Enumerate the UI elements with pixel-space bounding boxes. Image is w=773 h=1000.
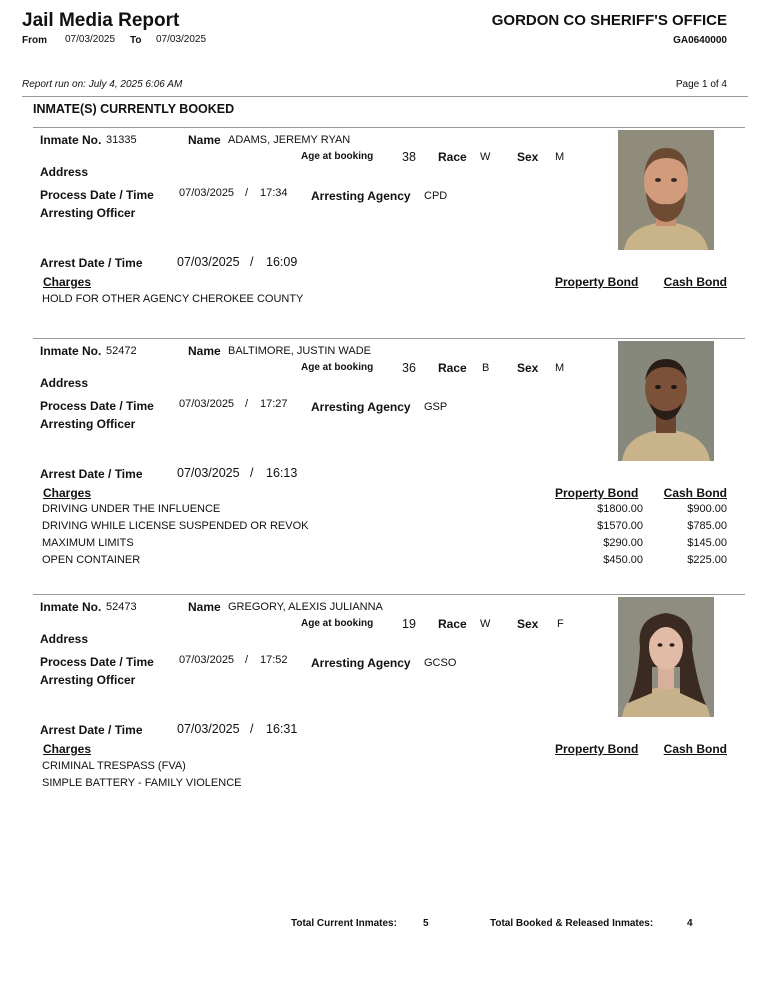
charge-cash-bond: $785.00	[687, 520, 727, 532]
process-time-value: 17:34	[260, 187, 288, 199]
arrest-date-label: Arrest Date / Time	[40, 467, 143, 481]
total-current-value: 5	[423, 918, 429, 929]
name-value: ADAMS, JEREMY RYAN	[228, 134, 351, 146]
arrest-date-label: Arrest Date / Time	[40, 723, 143, 737]
race-value: W	[480, 618, 491, 630]
charges-header: Charges	[43, 742, 92, 756]
race-label: Race	[438, 150, 467, 164]
booking-photo	[618, 597, 714, 717]
address-label: Address	[40, 632, 89, 646]
officer-label: Arresting Officer	[40, 206, 136, 220]
officer-label: Arresting Officer	[40, 673, 136, 687]
race-label: Race	[438, 361, 467, 375]
race-value: W	[480, 151, 491, 163]
sex-label: Sex	[517, 617, 539, 631]
address-label: Address	[40, 376, 89, 390]
inmate-no-value: 31335	[106, 134, 137, 146]
arrest-date-value: 07/03/2025	[177, 255, 240, 269]
charge-description: MAXIMUM LIMITS	[42, 537, 134, 549]
report-run-on: Report run on: July 4, 2025 6:06 AM	[22, 79, 183, 90]
charge-description: DRIVING UNDER THE INFLUENCE	[42, 503, 221, 515]
arrest-time-value: 16:31	[266, 722, 298, 736]
header-divider	[22, 96, 748, 97]
record-divider	[33, 594, 745, 595]
arrest-date-label: Arrest Date / Time	[40, 256, 143, 270]
process-date-label: Process Date / Time	[40, 655, 154, 669]
process-date-value: 07/03/2025	[179, 654, 235, 666]
process-time-value: 17:27	[260, 398, 288, 410]
property-bond-header: Property Bond	[555, 275, 639, 289]
charge-cash-bond: $145.00	[687, 537, 727, 549]
inmate-no-label: Inmate No.	[40, 344, 102, 358]
cash-bond-header: Cash Bond	[663, 486, 727, 500]
inmate-no-label: Inmate No.	[40, 600, 102, 614]
process-date-label: Process Date / Time	[40, 399, 154, 413]
section-title: INMATE(S) CURRENTLY BOOKED	[33, 102, 235, 116]
total-booked-released-value: 4	[687, 918, 693, 929]
process-slash: /	[245, 654, 249, 666]
charge-description: SIMPLE BATTERY - FAMILY VIOLENCE	[42, 777, 242, 789]
age-label: Age at booking	[301, 151, 374, 162]
process-slash: /	[245, 398, 249, 410]
name-label: Name	[188, 344, 221, 358]
charges-header: Charges	[43, 486, 92, 500]
agency-label: Arresting Agency	[311, 189, 411, 203]
age-label: Age at booking	[301, 618, 374, 629]
address-label: Address	[40, 165, 89, 179]
inmate-no-value: 52472	[106, 345, 137, 357]
office-name: GORDON CO SHERIFF'S OFFICE	[491, 12, 727, 29]
charge-description: OPEN CONTAINER	[42, 554, 141, 566]
charge-description: HOLD FOR OTHER AGENCY CHEROKEE COUNTY	[42, 293, 304, 305]
booking-photo-image	[618, 597, 714, 717]
sex-value: F	[557, 618, 564, 630]
race-label: Race	[438, 617, 467, 631]
sex-label: Sex	[517, 361, 539, 375]
race-value: B	[482, 362, 490, 374]
sex-value: M	[555, 151, 565, 163]
booking-photo-image	[618, 341, 714, 461]
charge-property-bond: $1570.00	[597, 520, 643, 532]
arrest-slash: /	[250, 722, 254, 736]
process-slash: /	[245, 187, 249, 199]
sex-label: Sex	[517, 150, 539, 164]
total-current-label: Total Current Inmates:	[291, 918, 397, 929]
name-value: GREGORY, ALEXIS JULIANNA	[228, 601, 383, 613]
from-label: From	[22, 35, 47, 46]
booking-photo	[618, 130, 714, 250]
record-divider	[33, 338, 745, 339]
process-date-label: Process Date / Time	[40, 188, 154, 202]
charge-property-bond: $1800.00	[597, 503, 643, 515]
age-label: Age at booking	[301, 362, 374, 373]
inmate-no-value: 52473	[106, 601, 137, 613]
charge-description: CRIMINAL TRESPASS (FVA)	[42, 760, 186, 772]
agency-value: CPD	[424, 190, 448, 202]
charge-cash-bond: $225.00	[687, 554, 727, 566]
page-indicator: Page 1 of 4	[675, 79, 727, 90]
cash-bond-header: Cash Bond	[663, 742, 727, 756]
arrest-time-value: 16:09	[266, 255, 298, 269]
arrest-time-value: 16:13	[266, 466, 298, 480]
name-label: Name	[188, 600, 221, 614]
section-divider	[33, 127, 745, 128]
agency-label: Arresting Agency	[311, 656, 411, 670]
charges-header: Charges	[43, 275, 92, 289]
agency-value: GCSO	[424, 657, 457, 669]
agency-value: GSP	[424, 401, 448, 413]
arrest-date-value: 07/03/2025	[177, 722, 240, 736]
age-value: 19	[402, 617, 416, 631]
to-label: To	[130, 35, 142, 46]
cash-bond-header: Cash Bond	[663, 275, 727, 289]
process-date-value: 07/03/2025	[179, 187, 235, 199]
charge-description: DRIVING WHILE LICENSE SUSPENDED OR REVOK	[42, 520, 309, 532]
booking-photo	[618, 341, 714, 461]
name-label: Name	[188, 133, 221, 147]
officer-label: Arresting Officer	[40, 417, 136, 431]
age-value: 36	[402, 361, 416, 375]
arrest-slash: /	[250, 255, 254, 269]
process-date-value: 07/03/2025	[179, 398, 235, 410]
inmate-no-label: Inmate No.	[40, 133, 102, 147]
property-bond-header: Property Bond	[555, 486, 639, 500]
agency-label: Arresting Agency	[311, 400, 411, 414]
charge-cash-bond: $900.00	[687, 503, 727, 515]
process-time-value: 17:52	[260, 654, 288, 666]
ori-code: GA0640000	[673, 35, 727, 46]
age-value: 38	[402, 150, 416, 164]
booking-photo-image	[618, 130, 714, 250]
name-value: BALTIMORE, JUSTIN WADE	[228, 345, 372, 357]
charge-property-bond: $290.00	[603, 537, 643, 549]
total-booked-released-label: Total Booked & Released Inmates:	[490, 918, 654, 929]
property-bond-header: Property Bond	[555, 742, 639, 756]
sex-value: M	[555, 362, 565, 374]
arrest-date-value: 07/03/2025	[177, 466, 240, 480]
report-title: Jail Media Report	[22, 10, 180, 31]
to-date: 07/03/2025	[156, 34, 207, 45]
charge-property-bond: $450.00	[603, 554, 643, 566]
arrest-slash: /	[250, 466, 254, 480]
from-date: 07/03/2025	[65, 34, 116, 45]
